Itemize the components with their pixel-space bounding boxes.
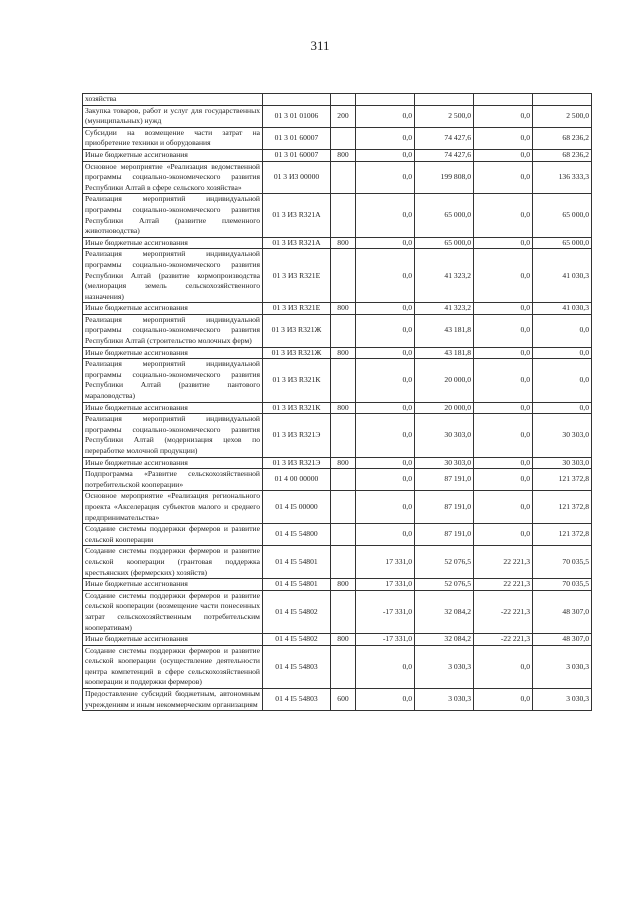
amount-cell-1: 0,0	[356, 469, 415, 491]
amount-cell-1: 0,0	[356, 105, 415, 127]
amount-cell-4: 68 236,2	[533, 127, 592, 149]
table-row	[83, 469, 592, 491]
amount-cell-1: 0,0	[356, 161, 415, 194]
target-code-cell: 01 4 I5 54802	[263, 634, 331, 646]
target-code-cell: 01 4 I5 54800	[263, 524, 331, 546]
amount-cell-3: 0,0	[474, 414, 533, 457]
row-name-cell: Подпрограмма «Развитие сельскохозяйственной потребительской кооперации»	[83, 469, 263, 491]
amount-cell-4: 65 000,0	[533, 237, 592, 249]
amount-cell-1: 0,0	[356, 491, 415, 524]
row-name-cell: Создание системы поддержки фермеров и развитие сельской кооперации (осуществление деятельности центра компетенций в сфере сельскохозяйственной кооперации и поддержки фермеров)	[83, 645, 263, 688]
amount-cell-4: 3 030,3	[533, 689, 592, 711]
amount-cell-2: 3 030,3	[415, 645, 474, 688]
amount-cell-3: 0,0	[474, 194, 533, 237]
amount-cell-1: 0,0	[356, 457, 415, 469]
row-name-cell: Основное мероприятие «Реализация регионального проекта «Акселерация субъектов малого и среднего предпринимательства»	[83, 491, 263, 524]
amount-cell-3: 0,0	[474, 249, 533, 303]
target-code-cell	[263, 94, 331, 106]
amount-cell-1: 0,0	[356, 194, 415, 237]
table-row	[83, 94, 592, 106]
amount-cell-1: 0,0	[356, 645, 415, 688]
amount-cell-2: 32 084,2	[415, 634, 474, 646]
table-row	[83, 491, 592, 524]
amount-cell-4: 121 372,8	[533, 524, 592, 546]
amount-cell-2: 43 181,8	[415, 347, 474, 359]
table-row	[83, 590, 592, 633]
target-code-cell: 01 3 И3 R321Э	[263, 414, 331, 457]
row-name-cell: Реализация мероприятий индивидуальной программы социально-экономического развития Республики Алтай (строительство молочных ферм)	[83, 314, 263, 347]
amount-cell-1: 0,0	[356, 402, 415, 414]
target-code-cell: 01 3 01 60007	[263, 149, 331, 161]
amount-cell-3: 0,0	[474, 457, 533, 469]
amount-cell-3: 0,0	[474, 469, 533, 491]
expense-type-cell: 800	[331, 634, 356, 646]
row-name-cell: Реализация мероприятий индивидуальной программы социально-экономического развития Республики Алтай (развитие пантового мараловодства)	[83, 359, 263, 402]
row-name-cell: Субсидии на возмещение части затрат на приобретение техники и оборудования	[83, 127, 263, 149]
amount-cell-4: 48 307,0	[533, 634, 592, 646]
amount-cell-1: 0,0	[356, 149, 415, 161]
amount-cell-2: 30 303,0	[415, 457, 474, 469]
row-name-cell: Предоставление субсидий бюджетным, автономным учреждениям и иным некоммерческим организациям	[83, 689, 263, 711]
target-code-cell: 01 3 И3 00000	[263, 161, 331, 194]
amount-cell-2: 87 191,0	[415, 524, 474, 546]
amount-cell-3: 0,0	[474, 645, 533, 688]
amount-cell-3: 0,0	[474, 314, 533, 347]
amount-cell-2: 65 000,0	[415, 237, 474, 249]
target-code-cell: 01 3 И3 R321A	[263, 237, 331, 249]
table-row	[83, 402, 592, 414]
amount-cell-4: 121 372,8	[533, 491, 592, 524]
expense-type-cell	[331, 249, 356, 303]
table-row	[83, 161, 592, 194]
table-row	[83, 645, 592, 688]
amount-cell-1: 0,0	[356, 414, 415, 457]
expense-type-cell	[331, 491, 356, 524]
amount-cell-3: 22 221,3	[474, 546, 533, 579]
amount-cell-3: 0,0	[474, 491, 533, 524]
target-code-cell: 01 3 01 60007	[263, 127, 331, 149]
table-row	[83, 524, 592, 546]
expense-type-cell: 600	[331, 689, 356, 711]
amount-cell-4: 0,0	[533, 314, 592, 347]
table-row	[83, 149, 592, 161]
table-row	[83, 634, 592, 646]
amount-cell-4: 65 000,0	[533, 194, 592, 237]
amount-cell-4: 70 035,5	[533, 546, 592, 579]
target-code-cell: 01 3 01 01006	[263, 105, 331, 127]
row-name-cell: Закупка товаров, работ и услуг для государственных (муниципальных) нужд	[83, 105, 263, 127]
expense-type-cell	[331, 590, 356, 633]
target-code-cell: 01 4 I5 00000	[263, 491, 331, 524]
row-name-cell: Иные бюджетные ассигнования	[83, 347, 263, 359]
amount-cell-3: 0,0	[474, 105, 533, 127]
expense-type-cell	[331, 546, 356, 579]
target-code-cell: 01 4 00 00000	[263, 469, 331, 491]
table-row	[83, 105, 592, 127]
row-name-cell: Реализация мероприятий индивидуальной программы социально-экономического развития Республики Алтай (модернизация цехов по переработке молочной продукции)	[83, 414, 263, 457]
amount-cell-1: 0,0	[356, 347, 415, 359]
expense-type-cell	[331, 127, 356, 149]
row-name-cell: Основное мероприятие «Реализация ведомственной программы социально-экономического развития Республики Алтай в сфере сельского хозяйства»	[83, 161, 263, 194]
table-row	[83, 457, 592, 469]
row-name-cell: Реализация мероприятий индивидуальной программы социально-экономического развития Республики Алтай (развитие племенного животноводства)	[83, 194, 263, 237]
amount-cell-3: -22 221,3	[474, 590, 533, 633]
table-row	[83, 249, 592, 303]
amount-cell-1: 0,0	[356, 127, 415, 149]
table-row	[83, 194, 592, 237]
row-name-cell: Реализация мероприятий индивидуальной программы социально-экономического развития Республики Алтай (развитие кормопроизводства (мелиорация земель сельскохозяйственного назначения)	[83, 249, 263, 303]
row-name-cell: Иные бюджетные ассигнования	[83, 402, 263, 414]
target-code-cell: 01 3 И3 R321К	[263, 402, 331, 414]
expense-type-cell	[331, 161, 356, 194]
amount-cell-2: 65 000,0	[415, 194, 474, 237]
target-code-cell: 01 3 И3 R321Ж	[263, 347, 331, 359]
amount-cell-3: 0,0	[474, 303, 533, 315]
amount-cell-2: 41 323,2	[415, 249, 474, 303]
amount-cell-2	[415, 94, 474, 106]
amount-cell-4: 2 500,0	[533, 105, 592, 127]
amount-cell-3: 0,0	[474, 524, 533, 546]
target-code-cell: 01 4 I5 54803	[263, 645, 331, 688]
amount-cell-3: 0,0	[474, 237, 533, 249]
row-name-cell: Иные бюджетные ассигнования	[83, 237, 263, 249]
amount-cell-2: 52 076,5	[415, 546, 474, 579]
amount-cell-2: 2 500,0	[415, 105, 474, 127]
amount-cell-1: 17 331,0	[356, 546, 415, 579]
row-name-cell: Иные бюджетные ассигнования	[83, 457, 263, 469]
table-row	[83, 127, 592, 149]
amount-cell-4: 70 035,5	[533, 579, 592, 591]
amount-cell-1: -17 331,0	[356, 634, 415, 646]
row-name-cell: Иные бюджетные ассигнования	[83, 634, 263, 646]
table-row	[83, 414, 592, 457]
amount-cell-1: 17 331,0	[356, 579, 415, 591]
amount-cell-4: 0,0	[533, 347, 592, 359]
target-code-cell: 01 3 И3 R321A	[263, 194, 331, 237]
expense-type-cell: 200	[331, 105, 356, 127]
table-row	[83, 347, 592, 359]
target-code-cell: 01 4 I5 54802	[263, 590, 331, 633]
table-row	[83, 314, 592, 347]
target-code-cell: 01 3 И3 R321E	[263, 249, 331, 303]
amount-cell-1: 0,0	[356, 689, 415, 711]
expense-type-cell	[331, 194, 356, 237]
expense-type-cell	[331, 645, 356, 688]
amount-cell-3: 0,0	[474, 161, 533, 194]
expense-type-cell	[331, 94, 356, 106]
target-code-cell: 01 3 И3 R321К	[263, 359, 331, 402]
expense-type-cell	[331, 314, 356, 347]
amount-cell-2: 199 808,0	[415, 161, 474, 194]
amount-cell-2: 52 076,5	[415, 579, 474, 591]
target-code-cell: 01 4 I5 54801	[263, 546, 331, 579]
amount-cell-3: 0,0	[474, 149, 533, 161]
table-body	[83, 94, 592, 711]
amount-cell-1	[356, 94, 415, 106]
expense-type-cell	[331, 359, 356, 402]
amount-cell-2: 20 000,0	[415, 359, 474, 402]
amount-cell-3: 0,0	[474, 689, 533, 711]
amount-cell-2: 74 427,6	[415, 127, 474, 149]
amount-cell-1: -17 331,0	[356, 590, 415, 633]
amount-cell-4: 0,0	[533, 359, 592, 402]
amount-cell-4	[533, 94, 592, 106]
expense-type-cell: 800	[331, 303, 356, 315]
row-name-cell: хозяйства	[83, 94, 263, 106]
expense-type-cell: 800	[331, 579, 356, 591]
table-row	[83, 546, 592, 579]
amount-cell-4: 41 030,3	[533, 249, 592, 303]
amount-cell-1: 0,0	[356, 303, 415, 315]
row-name-cell: Иные бюджетные ассигнования	[83, 149, 263, 161]
amount-cell-3: 0,0	[474, 402, 533, 414]
amount-cell-3: 22 221,3	[474, 579, 533, 591]
budget-table	[82, 93, 592, 711]
expense-type-cell	[331, 414, 356, 457]
page-number: 311	[310, 38, 330, 53]
amount-cell-1: 0,0	[356, 524, 415, 546]
amount-cell-1: 0,0	[356, 237, 415, 249]
target-code-cell: 01 3 И3 R321Ж	[263, 314, 331, 347]
row-name-cell: Иные бюджетные ассигнования	[83, 579, 263, 591]
amount-cell-4: 41 030,3	[533, 303, 592, 315]
amount-cell-4: 48 307,0	[533, 590, 592, 633]
table-row	[83, 689, 592, 711]
amount-cell-4: 30 303,0	[533, 457, 592, 469]
amount-cell-3: 0,0	[474, 359, 533, 402]
amount-cell-1: 0,0	[356, 249, 415, 303]
amount-cell-2: 87 191,0	[415, 469, 474, 491]
target-code-cell: 01 3 И3 R321Э	[263, 457, 331, 469]
amount-cell-2: 41 323,2	[415, 303, 474, 315]
table-row	[83, 359, 592, 402]
amount-cell-2: 43 181,8	[415, 314, 474, 347]
amount-cell-3: -22 221,3	[474, 634, 533, 646]
target-code-cell: 01 3 И3 R321E	[263, 303, 331, 315]
amount-cell-4: 121 372,8	[533, 469, 592, 491]
expense-type-cell: 800	[331, 347, 356, 359]
target-code-cell: 01 4 I5 54801	[263, 579, 331, 591]
expense-type-cell: 800	[331, 457, 356, 469]
amount-cell-4: 30 303,0	[533, 414, 592, 457]
amount-cell-4: 3 030,3	[533, 645, 592, 688]
amount-cell-4: 136 333,3	[533, 161, 592, 194]
amount-cell-3: 0,0	[474, 347, 533, 359]
row-name-cell: Иные бюджетные ассигнования	[83, 303, 263, 315]
table-row	[83, 579, 592, 591]
amount-cell-4: 68 236,2	[533, 149, 592, 161]
expense-type-cell: 800	[331, 402, 356, 414]
amount-cell-2: 20 000,0	[415, 402, 474, 414]
amount-cell-2: 87 191,0	[415, 491, 474, 524]
amount-cell-1: 0,0	[356, 359, 415, 402]
row-name-cell: Создание системы поддержки фермеров и развитие сельской кооперации (возмещение части понесенных затрат сельскохозяйственным потребительским кооперативам)	[83, 590, 263, 633]
target-code-cell: 01 4 I5 54803	[263, 689, 331, 711]
expense-type-cell: 800	[331, 149, 356, 161]
table-row	[83, 237, 592, 249]
table-row	[83, 303, 592, 315]
amount-cell-3	[474, 94, 533, 106]
amount-cell-2: 3 030,3	[415, 689, 474, 711]
row-name-cell: Создание системы поддержки фермеров и развитие сельской кооперации	[83, 524, 263, 546]
amount-cell-1: 0,0	[356, 314, 415, 347]
expense-type-cell: 800	[331, 237, 356, 249]
amount-cell-2: 32 084,2	[415, 590, 474, 633]
expense-type-cell	[331, 524, 356, 546]
amount-cell-4: 0,0	[533, 402, 592, 414]
expense-type-cell	[331, 469, 356, 491]
amount-cell-2: 74 427,6	[415, 149, 474, 161]
row-name-cell: Создание системы поддержки фермеров и развитие сельской кооперации (грантовая поддержка крестьянских (фермерских) хозяйств)	[83, 546, 263, 579]
amount-cell-3: 0,0	[474, 127, 533, 149]
amount-cell-2: 30 303,0	[415, 414, 474, 457]
